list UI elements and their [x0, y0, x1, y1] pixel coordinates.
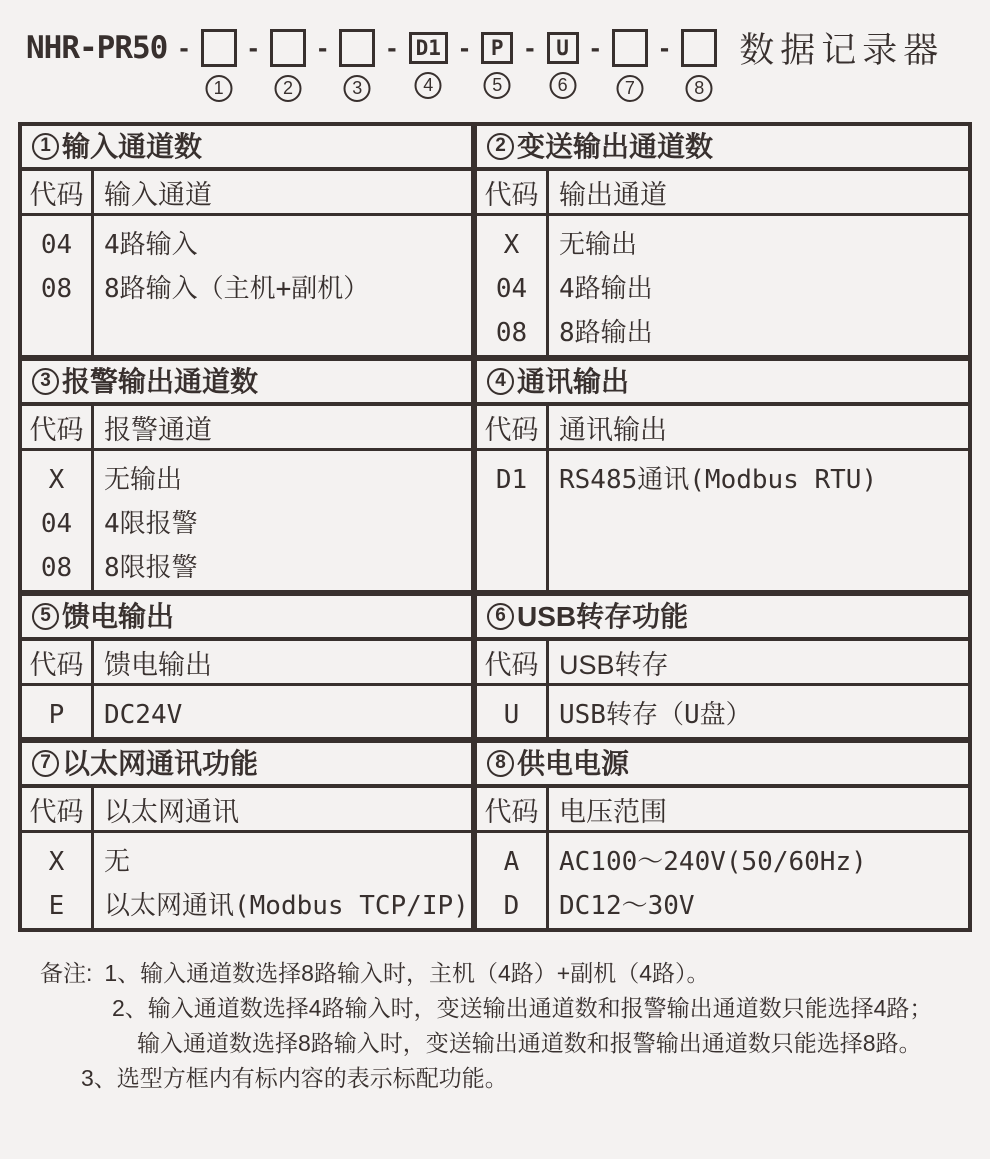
model-box-4: D1: [409, 32, 448, 64]
section-header-row: [22, 641, 471, 686]
section-title: [22, 126, 471, 171]
circled-number-5: 5: [32, 603, 59, 630]
section-title: [477, 743, 968, 788]
desc-cell: 无: [104, 847, 131, 877]
desc-cell: 无输出: [104, 465, 183, 495]
section-title-text: 供电电源: [517, 747, 630, 779]
code-column: [22, 833, 94, 928]
code-header: 代码: [22, 171, 94, 213]
desc-header: 报警通道: [104, 414, 212, 445]
code-cell: 04: [40, 509, 73, 539]
desc-column: [94, 451, 471, 590]
code-cell: P: [48, 700, 65, 730]
desc-cell: 4路输入: [104, 230, 198, 260]
desc-cell: 8路输入（主机+副机）: [104, 274, 370, 304]
section-header-row: [477, 641, 968, 686]
desc-header: 馈电输出: [104, 649, 212, 680]
section-body: [22, 216, 471, 355]
section-header-row: [22, 788, 471, 833]
desc-column: [94, 833, 471, 928]
section-communication-output: [477, 361, 968, 596]
code-column: [477, 833, 549, 928]
circled-number-2: 2: [487, 133, 514, 160]
model-code-line: [26, 26, 990, 98]
section-title: [22, 743, 471, 788]
code-cell: D: [503, 891, 520, 921]
remark-line-2: [112, 991, 990, 1026]
desc-header: 通讯输出: [559, 414, 667, 445]
section-body: [477, 216, 968, 355]
section-body: [22, 686, 471, 737]
model-box-3: [339, 29, 375, 67]
code-column: [477, 216, 549, 355]
desc-column: [94, 216, 471, 355]
dash-separator: -: [659, 32, 670, 63]
desc-cell: RS485通讯(Modbus RTU): [559, 465, 878, 495]
section-title-text: 馈电输出: [62, 600, 175, 632]
remark-line-1: [40, 956, 990, 991]
section-power-supply: [477, 743, 968, 928]
model-box-8: [681, 29, 717, 67]
code-cell: X: [503, 230, 520, 260]
model-box-1: [201, 29, 237, 67]
code-header: 代码: [22, 641, 94, 683]
code-header: 代码: [477, 406, 549, 448]
circled-number-3: 3: [344, 75, 371, 102]
section-body: [477, 686, 968, 737]
code-column: [22, 216, 94, 355]
section-header-row: [477, 788, 968, 833]
section-body: [477, 451, 968, 590]
desc-cell: 4路输出: [559, 274, 653, 304]
section-header-row: [477, 406, 968, 451]
desc-column: [94, 686, 471, 737]
desc-cell: 8限报警: [104, 553, 198, 583]
desc-header: 电压范围: [559, 796, 667, 827]
desc-cell: USB转存（U盘）: [559, 700, 752, 730]
code-column: [22, 451, 94, 590]
section-transmit-output-channels: [477, 126, 968, 361]
model-box-6: U: [547, 32, 579, 64]
section-header-row: [22, 406, 471, 451]
dash-separator: -: [248, 32, 258, 63]
circled-number-6: 6: [487, 603, 514, 630]
remarks: [40, 956, 990, 1096]
desc-header: 输入通道: [104, 179, 212, 210]
code-cell: 08: [40, 274, 73, 304]
code-header: 代码: [477, 641, 549, 683]
section-title-text: 输入通道数: [62, 130, 203, 162]
code-header: 代码: [477, 171, 549, 213]
code-cell: 04: [40, 230, 73, 260]
code-cell: A: [503, 847, 520, 877]
section-title-text: USB转存功能: [517, 600, 689, 632]
model-box-unit-1: [201, 29, 237, 98]
section-title: [477, 596, 968, 641]
section-title-text: 通讯输出: [517, 365, 630, 397]
model-box-unit-2: [270, 29, 306, 98]
circled-number-4: 4: [415, 72, 442, 99]
desc-column: [549, 451, 968, 590]
remark-line-3: [137, 1026, 990, 1061]
code-column: [22, 686, 94, 737]
section-title: [22, 361, 471, 406]
desc-cell: AC100～240V(50/60Hz): [559, 847, 867, 877]
section-title: [22, 596, 471, 641]
circled-number-6: 6: [549, 72, 576, 99]
code-header: 代码: [22, 788, 94, 830]
desc-cell: DC24V: [104, 700, 183, 730]
code-cell: X: [48, 847, 65, 877]
code-cell: 04: [495, 274, 528, 304]
model-box-5: P: [481, 32, 513, 64]
code-column: [477, 451, 549, 590]
code-cell: U: [503, 700, 520, 730]
code-header: 代码: [22, 406, 94, 448]
section-header-row: [477, 171, 968, 216]
desc-column: [549, 833, 968, 928]
section-alarm-output-channels: [22, 361, 477, 596]
code-cell: D1: [495, 465, 528, 495]
desc-header: USB转存: [559, 649, 669, 680]
circled-number-4: 4: [487, 368, 514, 395]
remark-text: 3、选型方框内有标内容的表示标配功能。: [81, 1065, 508, 1091]
code-cell: X: [48, 465, 65, 495]
code-cell: E: [48, 891, 65, 921]
section-title: [477, 361, 968, 406]
section-title-text: 报警输出通道数: [62, 365, 259, 397]
desc-cell: 无输出: [559, 230, 638, 260]
model-box-unit-3: [339, 29, 375, 98]
section-body: [22, 451, 471, 590]
model-box-unit-4: [409, 32, 448, 95]
model-prefix: NHR-PR50: [26, 30, 168, 66]
code-column: [477, 686, 549, 737]
circled-number-7: 7: [32, 750, 59, 777]
circled-number-1: 1: [32, 133, 59, 160]
desc-cell: 以太网通讯(Modbus TCP/IP): [104, 891, 469, 921]
remarks-label: 备注:: [40, 960, 93, 986]
section-ethernet: [22, 743, 477, 928]
dash-separator: -: [459, 32, 470, 63]
remark-text: 2、输入通道数选择4路输入时，变送输出通道数和报警输出通道数只能选择4路；: [112, 995, 933, 1021]
code-header: 代码: [477, 788, 549, 830]
dash-separator: -: [317, 32, 328, 63]
section-header-row: [22, 171, 471, 216]
section-input-channels: [22, 126, 477, 361]
circled-number-8: 8: [487, 750, 514, 777]
desc-header: 以太网通讯: [104, 796, 239, 827]
circled-number-3: 3: [32, 368, 59, 395]
code-cell: 08: [40, 553, 73, 583]
model-box-7: [612, 29, 648, 67]
remark-line-4: [81, 1061, 990, 1096]
model-box-unit-5: [481, 32, 513, 95]
model-box-unit-7: [612, 29, 648, 98]
dash-separator: -: [525, 32, 535, 63]
desc-header: 输出通道: [559, 179, 667, 210]
section-usb-transfer: [477, 596, 968, 743]
remark-text: 1、输入通道数选择8路输入时，主机（4路）+副机（4路）。: [104, 960, 710, 986]
dash-separator: -: [179, 32, 189, 63]
model-box-2: [270, 29, 306, 67]
section-title-text: 以太网通讯功能: [62, 747, 259, 779]
model-box-unit-6: [547, 32, 579, 95]
circled-number-8: 8: [686, 75, 713, 102]
desc-cell: 8路输出: [559, 318, 653, 348]
section-body: [22, 833, 471, 928]
code-cell: 08: [495, 318, 528, 348]
model-box-unit-8: [681, 29, 717, 98]
dash-separator: -: [590, 32, 600, 63]
desc-cell: DC12～30V: [559, 891, 695, 921]
remark-text: 输入通道数选择8路输入时，变送输出通道数和报警输出通道数只能选择8路。: [137, 1030, 922, 1056]
circled-number-1: 1: [205, 75, 232, 102]
section-title: [477, 126, 968, 171]
section-power-feed-output: [22, 596, 477, 743]
product-name: 数据记录器: [739, 31, 945, 70]
circled-number-5: 5: [484, 72, 511, 99]
section-title-text: 变送输出通道数: [517, 130, 714, 162]
desc-cell: 4限报警: [104, 509, 198, 539]
circled-number-2: 2: [274, 75, 301, 102]
selection-table: [18, 122, 972, 932]
dash-separator: -: [387, 32, 397, 63]
desc-column: [549, 216, 968, 355]
section-body: [477, 833, 968, 928]
circled-number-7: 7: [616, 75, 643, 102]
desc-column: [549, 686, 968, 737]
